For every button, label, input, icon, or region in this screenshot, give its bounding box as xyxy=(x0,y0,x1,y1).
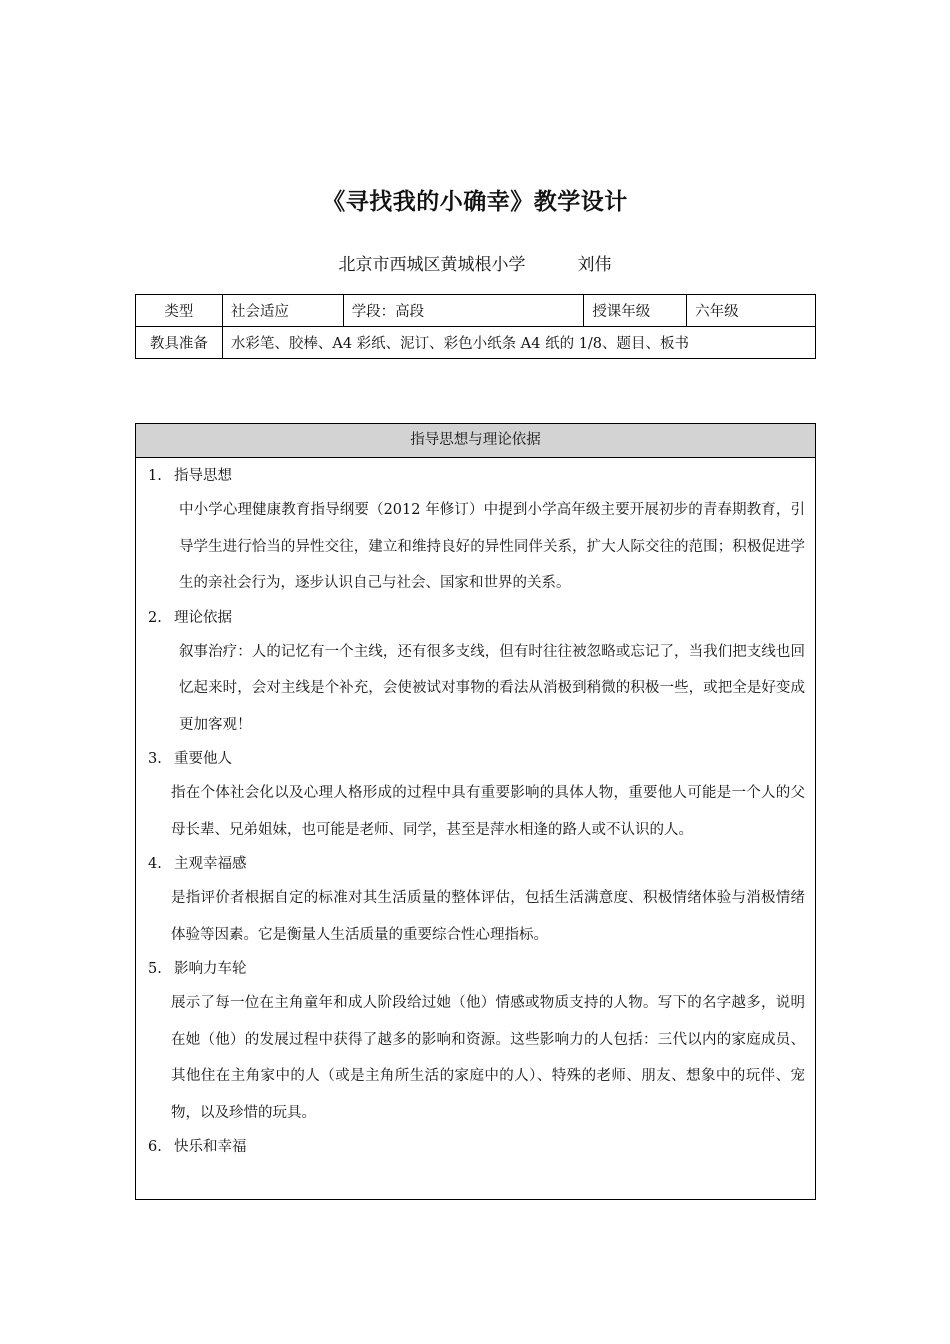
guide-item xyxy=(148,1131,805,1163)
type-label: 类型 xyxy=(136,295,223,327)
item-number: 5. xyxy=(148,961,162,977)
stage-value: 学段：高段 xyxy=(343,295,584,327)
grade-label: 授课年级 xyxy=(584,295,687,327)
item-number: 3. xyxy=(148,751,162,767)
lesson-info-table xyxy=(135,294,816,359)
item-title: 指导思想 xyxy=(174,468,232,484)
type-value: 社会适应 xyxy=(222,295,343,327)
item-title: 重要他人 xyxy=(174,751,232,767)
grade-value: 六年级 xyxy=(687,295,816,327)
guide-item xyxy=(148,602,805,744)
info-row-type xyxy=(136,295,816,327)
school-name: 北京市西城区黄城根小学 xyxy=(338,255,526,275)
item-title: 快乐和幸福 xyxy=(174,1139,247,1155)
item-title: 影响力车轮 xyxy=(174,961,247,977)
guide-body xyxy=(136,458,815,1163)
item-number: 4. xyxy=(148,856,162,872)
tools-value: 水彩笔、胶棒、A4 彩纸、泥订、彩色小纸条 A4 纸的 1/8、题目、板书 xyxy=(222,327,815,359)
guide-item xyxy=(148,743,805,848)
item-text: 指在个体社会化以及心理人格形成的过程中具有重要影响的具体人物，重要他人可能是一个人的父母长辈、兄弟姐妹，也可能是老师、同学，甚至是萍水相逢的路人或不认识的人。 xyxy=(171,785,805,838)
guide-section xyxy=(135,423,816,1200)
guide-item xyxy=(148,953,805,1131)
item-text: 叙事治疗：人的记忆有一个主线，还有很多支线，但有时往往被忽略或忘记了，当我们把支线也回忆起来时，会对主线是个补充，会使被试对事物的看法从消极到稍微的积极一些，或把全是好变成更加客观！ xyxy=(179,643,805,733)
item-number: 1. xyxy=(148,468,162,484)
guide-header: 指导思想与理论依据 xyxy=(136,424,815,458)
guide-item xyxy=(148,460,805,602)
document-title: 《寻找我的小确幸》教学设计 xyxy=(322,189,628,215)
item-title: 理论依据 xyxy=(174,609,232,626)
guide-item xyxy=(148,848,805,953)
item-text: 是指评价者根据自定的标准对其生活质量的整体评估，包括生活满意度、积极情绪体验与消极情绪体验等因素。它是衡量人生活质量的重要综合性心理指标。 xyxy=(171,890,805,943)
item-title: 主观幸福感 xyxy=(174,856,247,872)
item-text: 展示了每一位在主角童年和成人阶段给过她（他）情感或物质支持的人物。写下的名字越多，说明在她（他）的发展过程中获得了越多的影响和资源。这些影响力的人包括：三代以内的家庭成员、其他住在主角家中的人（或是主角所生活的家庭中的人）、特殊的老师、朋友、想象中的玩伴、宠物，以及珍惜的玩具。 xyxy=(171,995,805,1121)
tools-label: 教具准备 xyxy=(136,327,223,359)
item-text: 中小学心理健康教育指导纲要（2012 年修订）中提到小学高年级主要开展初步的青春期教育，引导学生进行恰当的异性交往，建立和维持良好的异性同伴关系，扩大人际交往的范围；积极促进学生的亲社会行为，逐步认识自己与社会、国家和世界的关系。 xyxy=(179,502,805,591)
byline xyxy=(0,250,950,275)
info-row-tools xyxy=(136,327,816,359)
item-number: 6. xyxy=(148,1139,162,1155)
item-number: 2. xyxy=(148,609,162,626)
author-name: 刘伟 xyxy=(577,255,612,275)
